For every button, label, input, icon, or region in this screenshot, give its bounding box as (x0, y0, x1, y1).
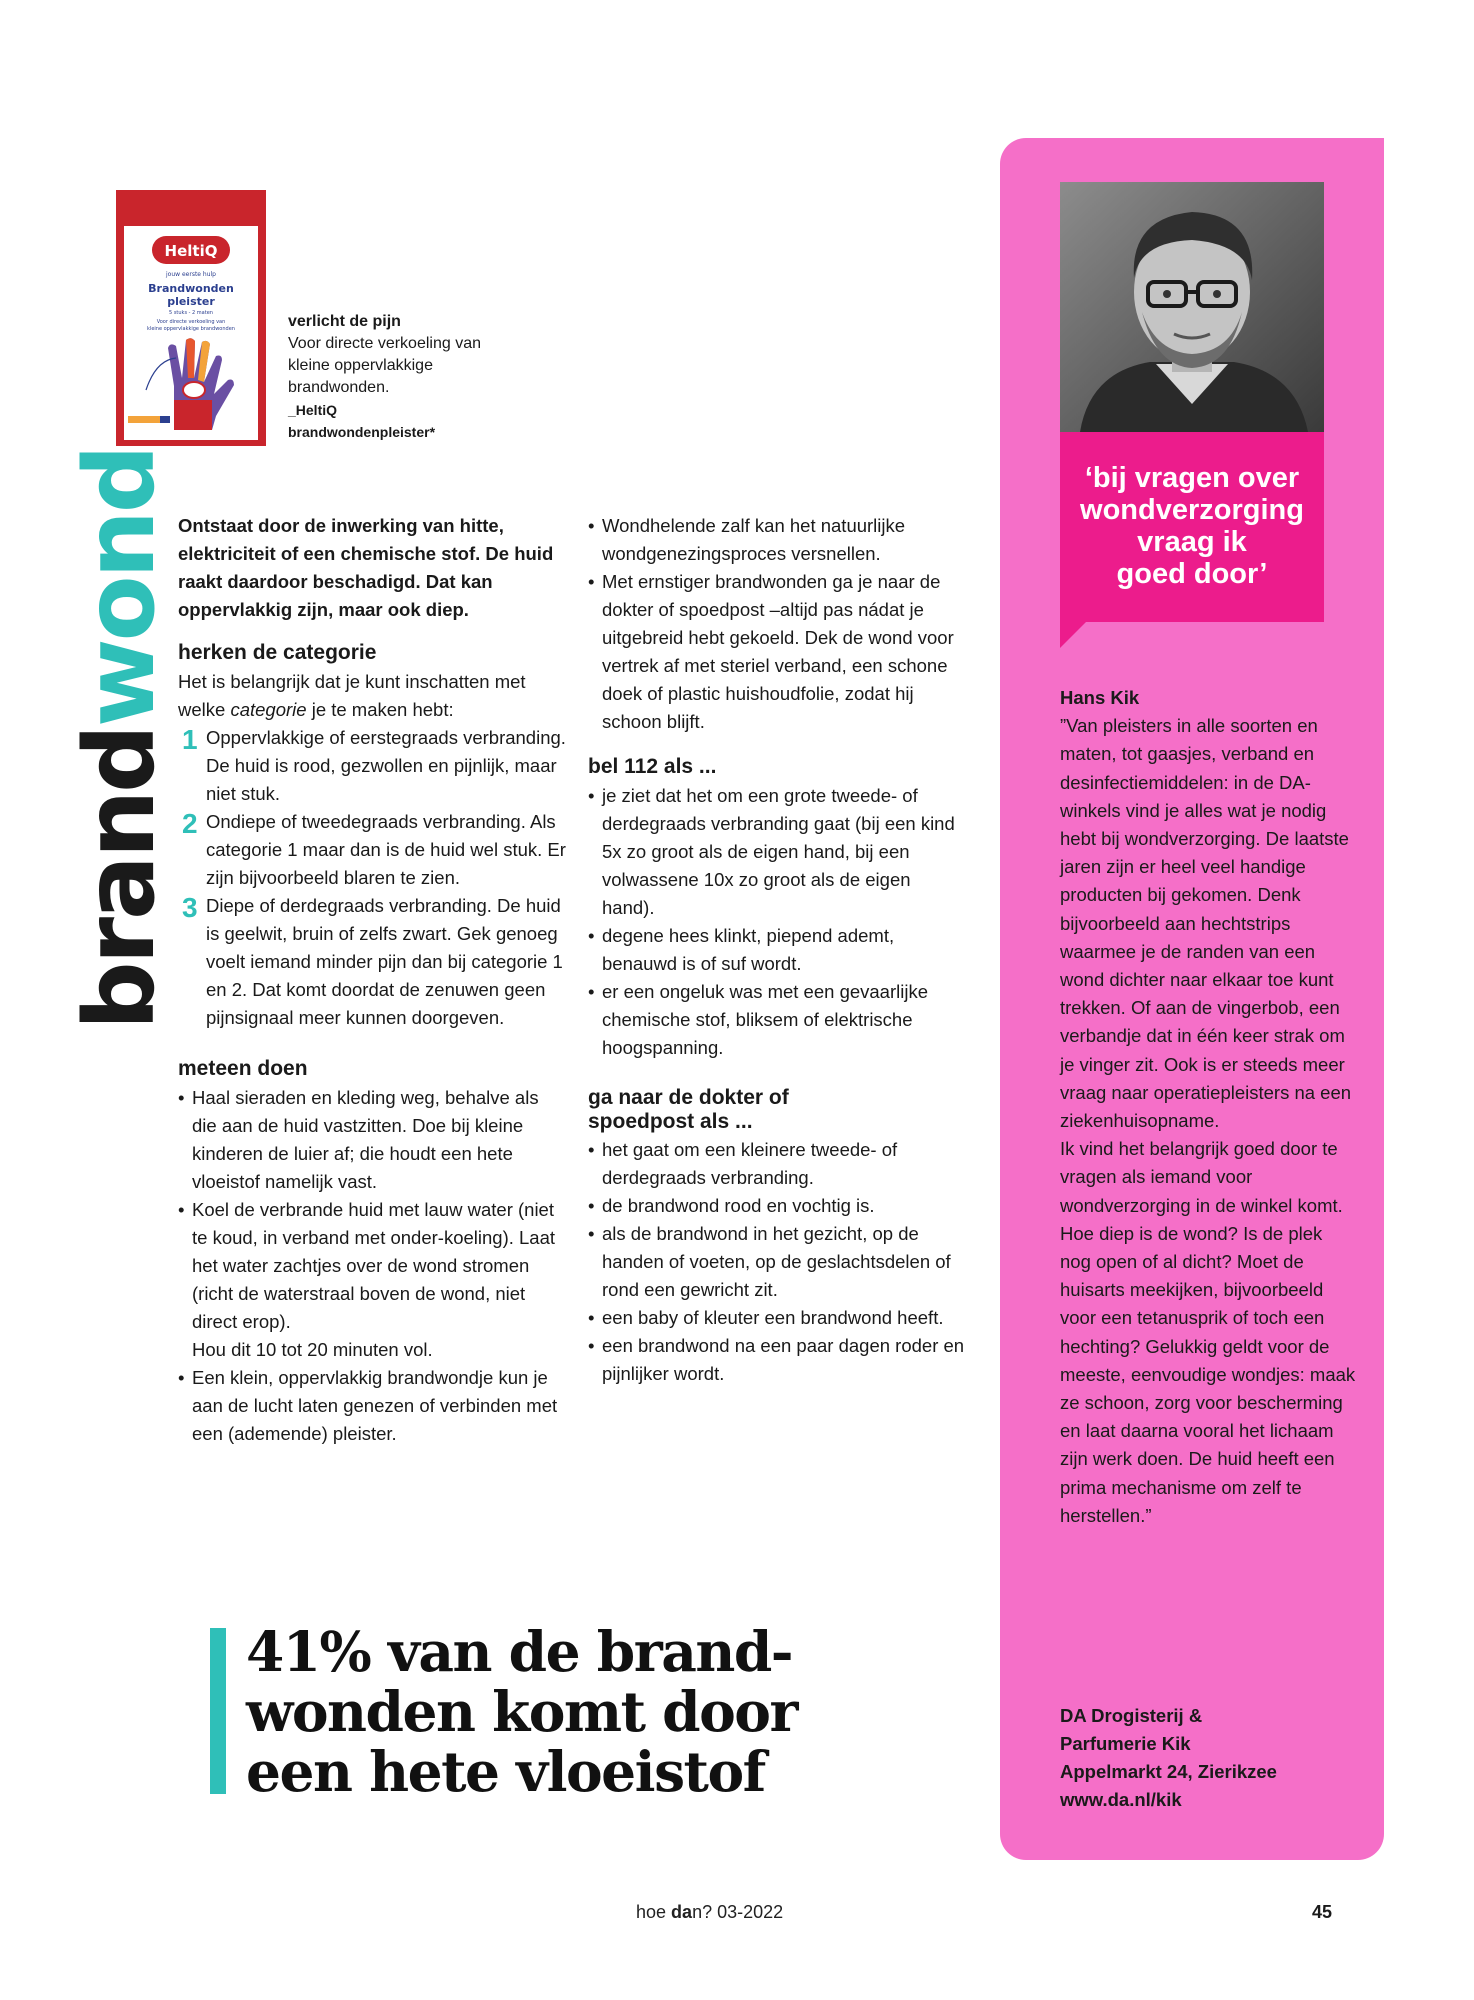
number-marker: 2 (182, 808, 198, 839)
product-box-image (116, 190, 266, 446)
list-item-continuation: Hou dit 10 tot 20 minuten vol. (192, 1339, 433, 1360)
quote-paragraph: ”Van pleisters in alle soorten en maten, tot gaasjes, verband en desinfectiemiddelen: in de DA-winkels vind je alles wat je nodig hebt bij wondverzorging. De laatste jaren zijn er heel veel handige producten bij gekomen. Denk bijvoorbeeld aan hechtstrips waarmee je de randen van een wond dichter naar elkaar toe kunt trekken. Of aan de vingerbob, een verbandje dat in één keer strak om je vinger zit. Ook is er steeds meer vraag naar operatiepleisters na een ziekenhuisopname. (1060, 715, 1352, 1132)
section-heading-meteen-doen: meteen doen (178, 1057, 308, 1080)
list-item: • Met ernstiger brandwonden ga je naar de dokter of spoedpost –altijd pas nádat je uitgebreid hebt gekoeld. Dek de wond voor vertrek af met steriel verband, een schone doek of plastic huishoudfolie, zodat hij schoon blijft. (588, 568, 968, 736)
title-part-wond: wond (64, 447, 176, 728)
vertical-title (64, 447, 176, 1030)
store-address: DA Drogisterij & Parfumerie Kik Appelmarkt 24, Zierikzee www.da.nl/kik (1060, 1702, 1358, 1814)
caption-product: brandwondenpleister* (288, 424, 436, 440)
list-item: • een baby of kleuter een brandwond heeft. (588, 1304, 968, 1332)
footer-magazine: hoe dan? 03-2022 (636, 1902, 784, 1922)
product-caption (288, 311, 518, 443)
page-number: 45 (1312, 1902, 1333, 1922)
quote-accent-bar (210, 1628, 226, 1794)
list-item: • de brandwond rood en vochtig is. (588, 1192, 968, 1220)
caption-brand: _HeltiQ (288, 402, 338, 418)
list-item: • Haal sieraden en kleding weg, behalve als die aan de huid vastzitten. Doe bij kleine kinderen de luier af; die houdt een hete vloeistof namelijk vast. (178, 1084, 566, 1196)
caption-title: verlicht de pijn (288, 313, 401, 330)
title-part-brand: brand (64, 727, 176, 1030)
list-item: • als de brandwond in het gezicht, op de handen of voeten, op de geslachtsdelen of rond een gewricht zit. (588, 1220, 968, 1304)
list-item: • er een ongeluk was met een gevaarlijke chemische stof, bliksem of elektrische hoogspanning. (588, 978, 968, 1062)
pull-quote: 41% van de brand- wonden komt door een hete vloeistof (246, 1619, 797, 1804)
section-heading-categorie: herken de categorie (178, 641, 377, 664)
list-item: • Wondhelende zalf kan het natuurlijke wondgenezingsproces versnellen. (588, 512, 968, 568)
store-url[interactable]: www.da.nl/kik (1060, 1789, 1182, 1810)
svg-text:kleine oppervlakkige brandwond: kleine oppervlakkige brandwonden (147, 326, 235, 332)
list-item: 3 Diepe of derdegraads verbranding. De huid is geelwit, bruin of zelfs zwart. Gek genoeg voelt iemand minder pijn dan bij categorie 1 en 2. Dat komt doordat de zenuwen geen pijnsignaal meer kunnen doorgeven. (182, 892, 563, 1028)
list-item: • een brandwond na een paar dagen roder en pijnlijker wordt. (588, 1332, 968, 1388)
list-item: • degene hees klinkt, piepend ademt, benauwd is of suf wordt. (588, 922, 968, 978)
list-item: • Een klein, oppervlakkig brandwondje kun je aan de lucht laten genezen of verbinden met een (ademende) pleister. (178, 1364, 566, 1448)
svg-text:5 stuks - 2 maten: 5 stuks - 2 maten (169, 310, 213, 316)
svg-text:jouw eerste hulp: jouw eerste hulp (166, 271, 216, 278)
caption-text: Voor directe verkoeling van kleine oppervlakkige brandwonden. (288, 335, 481, 396)
section-text: Het is belangrijk dat je kunt inschatten met welke categorie je te maken hebt: (178, 671, 526, 720)
middle-column (588, 512, 968, 1388)
intro-text: Ontstaat door de inwerking van hitte, elektriciteit of een chemische stof. De huid raakt daardoor beschadigd. Dat kan oppervlakkig zijn, maar ook diep. (178, 515, 554, 620)
quote-paragraph: Ik vind het belangrijk goed door te vragen als iemand voor wondverzorging in de winkel komt. Hoe diep is de wond? Is de plek nog open of al dicht? Moet de huisarts meekijken, bijvoorbeeld voor een tetanusprik of toch een hechting? Gelukkig geldt voor de meeste, eenvoudige wondjes: maak ze schoon, zorg voor bescherming en laat daarna vooral het lichaam zijn werk doen. De huid heeft een prima mechanisme om zelf te herstellen.” (1060, 1138, 1356, 1526)
number-marker: 1 (182, 724, 198, 755)
callout-quote: ‘bij vragen over wondverzorging vraag ik goed door’ (1080, 462, 1304, 590)
left-column (178, 512, 566, 1448)
list-item: • het gaat om een kleinere tweede- of derdegraads verbranding. (588, 1136, 968, 1192)
sidebar-quote-text (1060, 684, 1358, 1530)
list-item: • Koel de verbrande huid met lauw water (niet te koud, in verband met onder-koeling). Laat het water zachtjes over de wond stromen (richt de waterstraal boven de wond, niet direct erop). (178, 1196, 566, 1336)
svg-text:Voor directe verkoeling van: Voor directe verkoeling van (156, 319, 226, 325)
person-name: Hans Kik (1060, 687, 1140, 708)
svg-text:HeltiQ (165, 242, 218, 260)
callout-tail (1060, 622, 1086, 648)
list-item: • je ziet dat het om een grote tweede- of derdegraads verbranding gaat (bij een kind 5x zo groot als de eigen hand, bij een volwassene 10x zo groot als de eigen hand). (588, 782, 968, 922)
portrait-photo (1060, 182, 1324, 432)
section-heading-dokter: ga naar de dokter of spoedpost als ... (588, 1086, 789, 1133)
section-heading-bel-112: bel 112 als ... (588, 755, 717, 778)
list-item: 2 Ondiepe of tweedegraads verbranding. Als categorie 1 maar dan is de huid wel stuk. Er zijn bijvoorbeeld blaren te zien. (182, 808, 566, 888)
svg-text:Brandwonden: Brandwonden (148, 282, 234, 295)
svg-text:pleister: pleister (167, 295, 215, 308)
list-item: 1 Oppervlakkige of eerstegraads verbranding. De huid is rood, gezwollen en pijnlijk, maar niet stuk. (182, 724, 566, 804)
box-brand: HeltiQ (164, 242, 218, 260)
number-marker: 3 (182, 892, 198, 923)
